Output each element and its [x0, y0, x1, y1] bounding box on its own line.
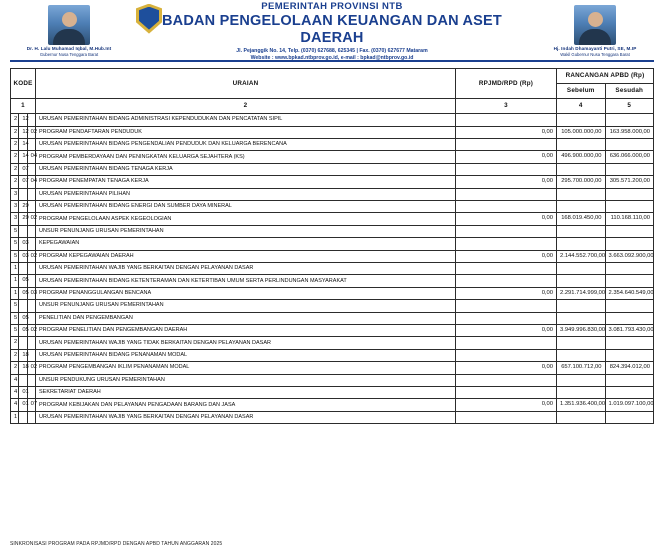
cell-sebelum [557, 337, 606, 349]
vice-governor-name: Hj. Indah Dhamayanti Putri, SE, M.IP [553, 46, 637, 51]
cell-sebelum: 295.700.000,00 [557, 176, 606, 188]
cell-rpjmd [456, 349, 557, 361]
cell-rpjmd [456, 411, 557, 423]
table-header-row [11, 69, 654, 84]
footer-note: SINKRONISASI PROGRAM PADA RPJMD/RPD DENGAN APBD TAHUN ANGGARAN 2025 [10, 541, 223, 547]
cell-kode-1: 4 [11, 399, 19, 411]
col-number-2: 2 [36, 99, 456, 114]
cell-kode-1: 2 [11, 176, 19, 188]
cell-uraian: URUSAN PEMERINTAHAN BIDANG PENGENDALIAN PENDUDUK DAN KELUARGA BERENCANA [36, 138, 456, 150]
table-row [11, 225, 654, 237]
table-row [11, 337, 654, 349]
cell-sesudah [605, 263, 654, 275]
cell-rpjmd: 0,00 [456, 399, 557, 411]
cell-rpjmd: 0,00 [456, 213, 557, 225]
cell-kode-2 [19, 374, 27, 386]
cell-sesudah [605, 275, 654, 287]
cell-kode-3: 04 [27, 151, 35, 163]
cell-kode-3: 04 [27, 176, 35, 188]
cell-kode-1: 5 [11, 225, 19, 237]
vice-governor-role: Wakil Gubernur Nusa Tenggara Barat [560, 52, 630, 58]
cell-rpjmd [456, 225, 557, 237]
cell-rpjmd [456, 275, 557, 287]
cell-sebelum: 2.144.552.700,00 [557, 250, 606, 262]
table-row [11, 411, 654, 423]
governor-role: Gubernur Nusa Tenggara Barat [39, 52, 99, 58]
cell-sesudah: 636.066.000,00 [605, 151, 654, 163]
cell-kode-3 [27, 411, 35, 423]
cell-kode-1: 1 [11, 263, 19, 275]
cell-kode-1: 5 [11, 325, 19, 337]
header-line-2: BADAN PENGELOLAAN KEUANGAN DAN ASET DAERAH [162, 13, 502, 46]
governor-block [10, 5, 128, 59]
cell-kode-2: 18 [19, 362, 27, 374]
cell-rpjmd [456, 238, 557, 250]
cell-sebelum [557, 263, 606, 275]
cell-kode-1: 2 [11, 362, 19, 374]
budget-table [10, 68, 654, 424]
vice-governor-photo [574, 5, 616, 45]
province-crest-icon [134, 4, 164, 38]
cell-kode-2: 05 [19, 312, 27, 324]
cell-uraian: SEKRETARIAT DAERAH [36, 387, 456, 399]
cell-rpjmd [456, 387, 557, 399]
cell-kode-2: 12 [19, 126, 27, 138]
cell-rpjmd: 0,00 [456, 151, 557, 163]
cell-rpjmd [456, 138, 557, 150]
cell-sebelum [557, 200, 606, 212]
cell-sesudah [605, 200, 654, 212]
cell-rpjmd: 0,00 [456, 250, 557, 262]
table-row [11, 263, 654, 275]
cell-uraian: UNSUR PENUNJANG URUSAN PEMERINTAHAN [36, 225, 456, 237]
col-header-uraian: URAIAN [36, 69, 456, 99]
cell-sebelum [557, 163, 606, 175]
cell-kode-1: 2 [11, 151, 19, 163]
table-row [11, 114, 654, 126]
cell-kode-1: 2 [11, 349, 19, 361]
header-center [128, 2, 536, 63]
table-row [11, 312, 654, 324]
cell-kode-2: 03 [19, 238, 27, 250]
cell-kode-3 [27, 300, 35, 312]
cell-kode-2 [19, 411, 27, 423]
cell-rpjmd [456, 337, 557, 349]
cell-kode-1: 1 [11, 287, 19, 299]
col-header-rpjmd: RPJMD/RPD (Rp) [456, 69, 557, 99]
cell-kode-2 [19, 300, 27, 312]
cell-sebelum [557, 300, 606, 312]
cell-rpjmd: 0,00 [456, 287, 557, 299]
cell-uraian: URUSAN PEMERINTAHAN BIDANG TENAGA KERJA [36, 163, 456, 175]
cell-kode-2: 18 [19, 349, 27, 361]
cell-sesudah: 3.081.793.430,00 [605, 325, 654, 337]
cell-uraian: PROGRAM PENELITIAN DAN PENGEMBANGAN DAERAH [36, 325, 456, 337]
cell-kode-1: 2 [11, 138, 19, 150]
cell-uraian: URUSAN PEMERINTAHAN PILIHAN [36, 188, 456, 200]
cell-sebelum [557, 411, 606, 423]
cell-rpjmd [456, 374, 557, 386]
cell-sesudah [605, 238, 654, 250]
cell-kode-2: 29 [19, 200, 27, 212]
cell-kode-2: 14 [19, 138, 27, 150]
cell-kode-2: 05 [19, 275, 27, 287]
cell-kode-1: 5 [11, 312, 19, 324]
header-line-4: Website : www.bpkad.ntbprov.go.id, e-mail : bpkad@ntbprov.go.id [250, 55, 414, 62]
col-number-5: 5 [605, 99, 654, 114]
cell-sebelum [557, 138, 606, 150]
cell-kode-1: 5 [11, 250, 19, 262]
cell-sesudah [605, 349, 654, 361]
cell-kode-3: 02 [27, 325, 35, 337]
cell-sebelum: 496.900.000,00 [557, 151, 606, 163]
table-column-numbers-row [11, 99, 654, 114]
table-row [11, 250, 654, 262]
header-line-3: Jl. Pejanggik No. 14, Telp. (0370) 627688, 625345 | Fax. (0370) 627677 Mataram [236, 48, 428, 55]
cell-rpjmd [456, 188, 557, 200]
cell-uraian: PROGRAM PENANGGULANGAN BENCANA [36, 287, 456, 299]
col-header-rancangan: RANCANGAN APBD (Rp) [557, 69, 654, 84]
cell-uraian: PROGRAM PENGELOLAAN ASPEK KEGEOLOGIAN [36, 213, 456, 225]
cell-sesudah [605, 114, 654, 126]
cell-uraian: UNSUR PENUNJANG URUSAN PEMERINTAHAN [36, 300, 456, 312]
cell-uraian: URUSAN PEMERINTAHAN BIDANG ENERGI DAN SUMBER DAYA MINERAL [36, 200, 456, 212]
cell-uraian: PENELITIAN DAN PENGEMBANGAN [36, 312, 456, 324]
col-header-sesudah: Sesudah [605, 84, 654, 99]
cell-sesudah: 163.958.000,00 [605, 126, 654, 138]
cell-sebelum [557, 275, 606, 287]
vice-governor-block [536, 5, 654, 59]
cell-sebelum [557, 114, 606, 126]
cell-sebelum [557, 225, 606, 237]
cell-uraian: UNSUR PENDUKUNG URUSAN PEMERINTAHAN [36, 374, 456, 386]
table-row [11, 163, 654, 175]
cell-kode-3: 02 [27, 126, 35, 138]
cell-kode-1: 2 [11, 114, 19, 126]
cell-kode-1: 1 [11, 275, 19, 287]
cell-uraian: URUSAN PEMERINTAHAN WAJIB YANG TIDAK BERKAITAN DENGAN PELAYANAN DASAR [36, 337, 456, 349]
cell-uraian: URUSAN PEMERINTAHAN BIDANG KETENTERAMAN DAN KETERTIBAN UMUM SERTA PERLINDUNGAN MASYARAKAT [36, 275, 456, 287]
cell-sesudah [605, 163, 654, 175]
table-row [11, 387, 654, 399]
table-row [11, 362, 654, 374]
cell-sesudah [605, 138, 654, 150]
cell-kode-3: 02 [27, 362, 35, 374]
table-row [11, 151, 654, 163]
cell-sebelum: 657.100.712,00 [557, 362, 606, 374]
col-header-kode: KODE [11, 69, 36, 99]
cell-kode-1: 3 [11, 188, 19, 200]
cell-kode-3: 03 [27, 287, 35, 299]
cell-sebelum [557, 188, 606, 200]
governor-name: Dr. H. Lalu Muhamad Iqbal, M.Hub.Int [26, 46, 112, 51]
cell-sesudah: 2.354.640.549,00 [605, 287, 654, 299]
cell-sesudah: 1.019.097.100,00 [605, 399, 654, 411]
table-row [11, 300, 654, 312]
cell-sesudah [605, 374, 654, 386]
cell-kode-2: 14 [19, 151, 27, 163]
cell-sesudah: 110.168.110,00 [605, 213, 654, 225]
cell-kode-2: 05 [19, 325, 27, 337]
cell-sebelum [557, 312, 606, 324]
cell-uraian: URUSAN PEMERINTAHAN WAJIB YANG BERKAITAN DENGAN PELAYANAN DASAR [36, 411, 456, 423]
cell-sebelum: 168.019.450,00 [557, 213, 606, 225]
cell-uraian: URUSAN PEMERINTAHAN BIDANG ADMINISTRASI KEPENDUDUKAN DAN PENCATATAN SIPIL [36, 114, 456, 126]
cell-kode-2: 01 [19, 399, 27, 411]
governor-photo [48, 5, 90, 45]
header-line-1: PEMERINTAH PROVINSI NTB [261, 0, 403, 12]
cell-rpjmd [456, 114, 557, 126]
cell-kode-3 [27, 188, 35, 200]
cell-uraian: PROGRAM PENGEMBANGAN IKLIM PENANAMAN MODAL [36, 362, 456, 374]
cell-kode-3 [27, 263, 35, 275]
cell-kode-2: 07 [19, 176, 27, 188]
cell-kode-1: 2 [11, 163, 19, 175]
cell-sesudah [605, 411, 654, 423]
table-row [11, 287, 654, 299]
table-container [10, 68, 654, 424]
table-head [11, 69, 654, 114]
cell-kode-3 [27, 374, 35, 386]
cell-rpjmd: 0,00 [456, 362, 557, 374]
cell-uraian: PROGRAM KEPEGAWAIAN DAERAH [36, 250, 456, 262]
table-row [11, 176, 654, 188]
cell-sebelum [557, 374, 606, 386]
cell-kode-3 [27, 225, 35, 237]
cell-kode-2 [19, 263, 27, 275]
cell-kode-2 [19, 188, 27, 200]
cell-kode-1: 4 [11, 387, 19, 399]
cell-kode-2: 05 [19, 287, 27, 299]
cell-sesudah: 3.663.092.900,00 [605, 250, 654, 262]
cell-rpjmd: 0,00 [456, 126, 557, 138]
table-row [11, 275, 654, 287]
cell-sebelum: 1.351.936.400,00 [557, 399, 606, 411]
cell-kode-3: 07 [27, 399, 35, 411]
table-row [11, 238, 654, 250]
document-header [10, 0, 654, 62]
table-row [11, 374, 654, 386]
cell-sesudah: 824.394.012,00 [605, 362, 654, 374]
cell-sebelum [557, 238, 606, 250]
cell-uraian: PROGRAM PENDAFTARAN PENDUDUK [36, 126, 456, 138]
cell-kode-1: 4 [11, 374, 19, 386]
cell-kode-2 [19, 225, 27, 237]
cell-rpjmd: 0,00 [456, 176, 557, 188]
col-number-4: 4 [557, 99, 606, 114]
cell-rpjmd [456, 163, 557, 175]
cell-kode-3: 02 [27, 250, 35, 262]
cell-kode-3 [27, 337, 35, 349]
cell-sebelum [557, 349, 606, 361]
col-header-sebelum: Sebelum [557, 84, 606, 99]
col-number-3: 3 [456, 99, 557, 114]
cell-kode-2: 03 [19, 250, 27, 262]
cell-sesudah [605, 387, 654, 399]
cell-uraian: KEPEGAWAIAN [36, 238, 456, 250]
cell-kode-2: 29 [19, 213, 27, 225]
cell-kode-2: 01 [19, 387, 27, 399]
cell-uraian: URUSAN PEMERINTAHAN BIDANG PENANAMAN MODAL [36, 349, 456, 361]
table-row [11, 188, 654, 200]
table-row [11, 213, 654, 225]
cell-sebelum: 105.000.000,00 [557, 126, 606, 138]
col-number-1: 1 [11, 99, 36, 114]
cell-kode-1: 1 [11, 411, 19, 423]
cell-sebelum: 2.291.714.999,00 [557, 287, 606, 299]
cell-sesudah [605, 337, 654, 349]
cell-sesudah: 305.571.200,00 [605, 176, 654, 188]
cell-kode-1: 3 [11, 200, 19, 212]
table-row [11, 399, 654, 411]
cell-rpjmd [456, 200, 557, 212]
cell-rpjmd [456, 263, 557, 275]
cell-uraian: PROGRAM KEBIJAKAN DAN PELAYANAN PENGADAAN BARANG DAN JASA [36, 399, 456, 411]
cell-uraian: PROGRAM PEMBERDAYAAN DAN PENINGKATAN KELUARGA SEJAHTERA (KS) [36, 151, 456, 163]
cell-sesudah [605, 312, 654, 324]
cell-kode-2: 07 [19, 163, 27, 175]
cell-sebelum [557, 387, 606, 399]
cell-kode-3: 02 [27, 213, 35, 225]
cell-sesudah [605, 188, 654, 200]
cell-kode-2: 12 [19, 114, 27, 126]
table-row [11, 325, 654, 337]
table-row [11, 126, 654, 138]
table-row [11, 349, 654, 361]
cell-uraian: URUSAN PEMERINTAHAN WAJIB YANG BERKAITAN DENGAN PELAYANAN DASAR [36, 263, 456, 275]
cell-kode-2 [19, 337, 27, 349]
cell-sesudah [605, 225, 654, 237]
cell-kode-1: 2 [11, 126, 19, 138]
cell-sesudah [605, 300, 654, 312]
cell-rpjmd: 0,00 [456, 325, 557, 337]
cell-uraian: PROGRAM PENEMPATAN TENAGA KERJA [36, 176, 456, 188]
cell-kode-1: 3 [11, 213, 19, 225]
table-body [11, 114, 654, 424]
cell-kode-1: 5 [11, 238, 19, 250]
cell-kode-1: 2 [11, 337, 19, 349]
cell-kode-1: 5 [11, 300, 19, 312]
cell-rpjmd [456, 312, 557, 324]
table-row [11, 200, 654, 212]
cell-sebelum: 3.949.996.830,00 [557, 325, 606, 337]
table-row [11, 138, 654, 150]
cell-rpjmd [456, 300, 557, 312]
